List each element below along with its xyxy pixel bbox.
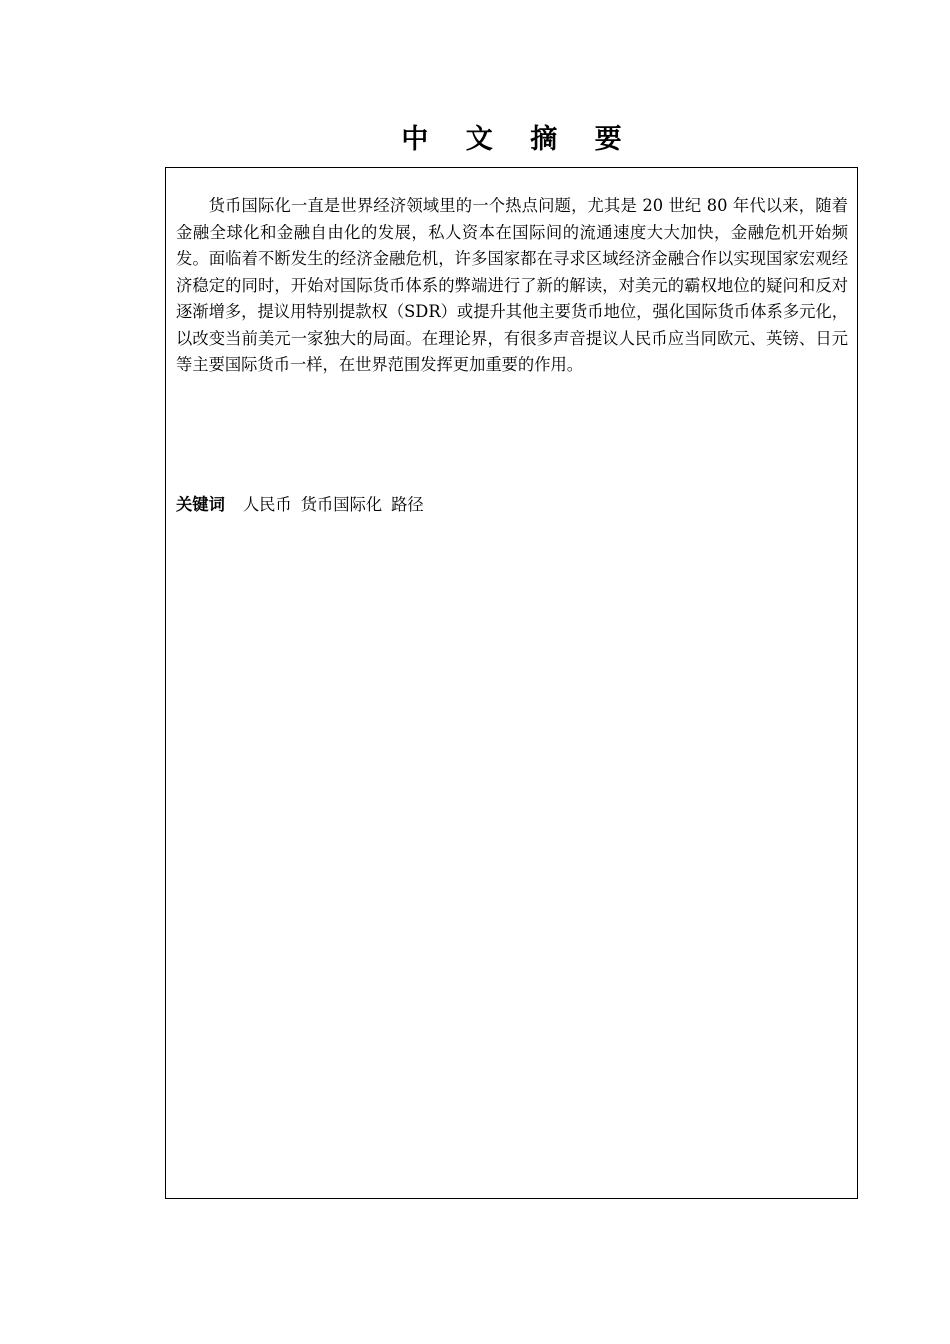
page-title: 中 文 摘 要 [401, 124, 636, 155]
abstract-box [165, 167, 858, 1199]
keyword-item: 货币国际化 [300, 495, 383, 514]
keywords-label: 关键词 [176, 495, 225, 514]
keyword-item: 人民币 [242, 495, 292, 514]
keywords-line [176, 492, 433, 518]
abstract-body: 货币国际化一直是世界经济领域里的一个热点问题，尤其是 20 世纪 80 年代以来，随着金融全球化和金融自由化的发展，私人资本在国际间的流通速度大大加快，金融危机开始频发。面临着不断发生的经济金融危机，许多国家都在寻求区域经济金融合作以实现国家宏观经济稳定的同时，开始对国际货币体系的弊端进行了新的解读，对美元的霸权地位的疑问和反对逐渐增多，提议用特别提款权（SDR）或提升其他主要货币地位，强化国际货币体系多元化，以改变当前美元一家独大的局面。在理论界，有很多声音提议人民币应当同欧元、英镑、日元等主要国际货币一样，在世界范围发挥更加重要的作用。 [176, 196, 848, 374]
keyword-item: 路径 [391, 495, 424, 514]
